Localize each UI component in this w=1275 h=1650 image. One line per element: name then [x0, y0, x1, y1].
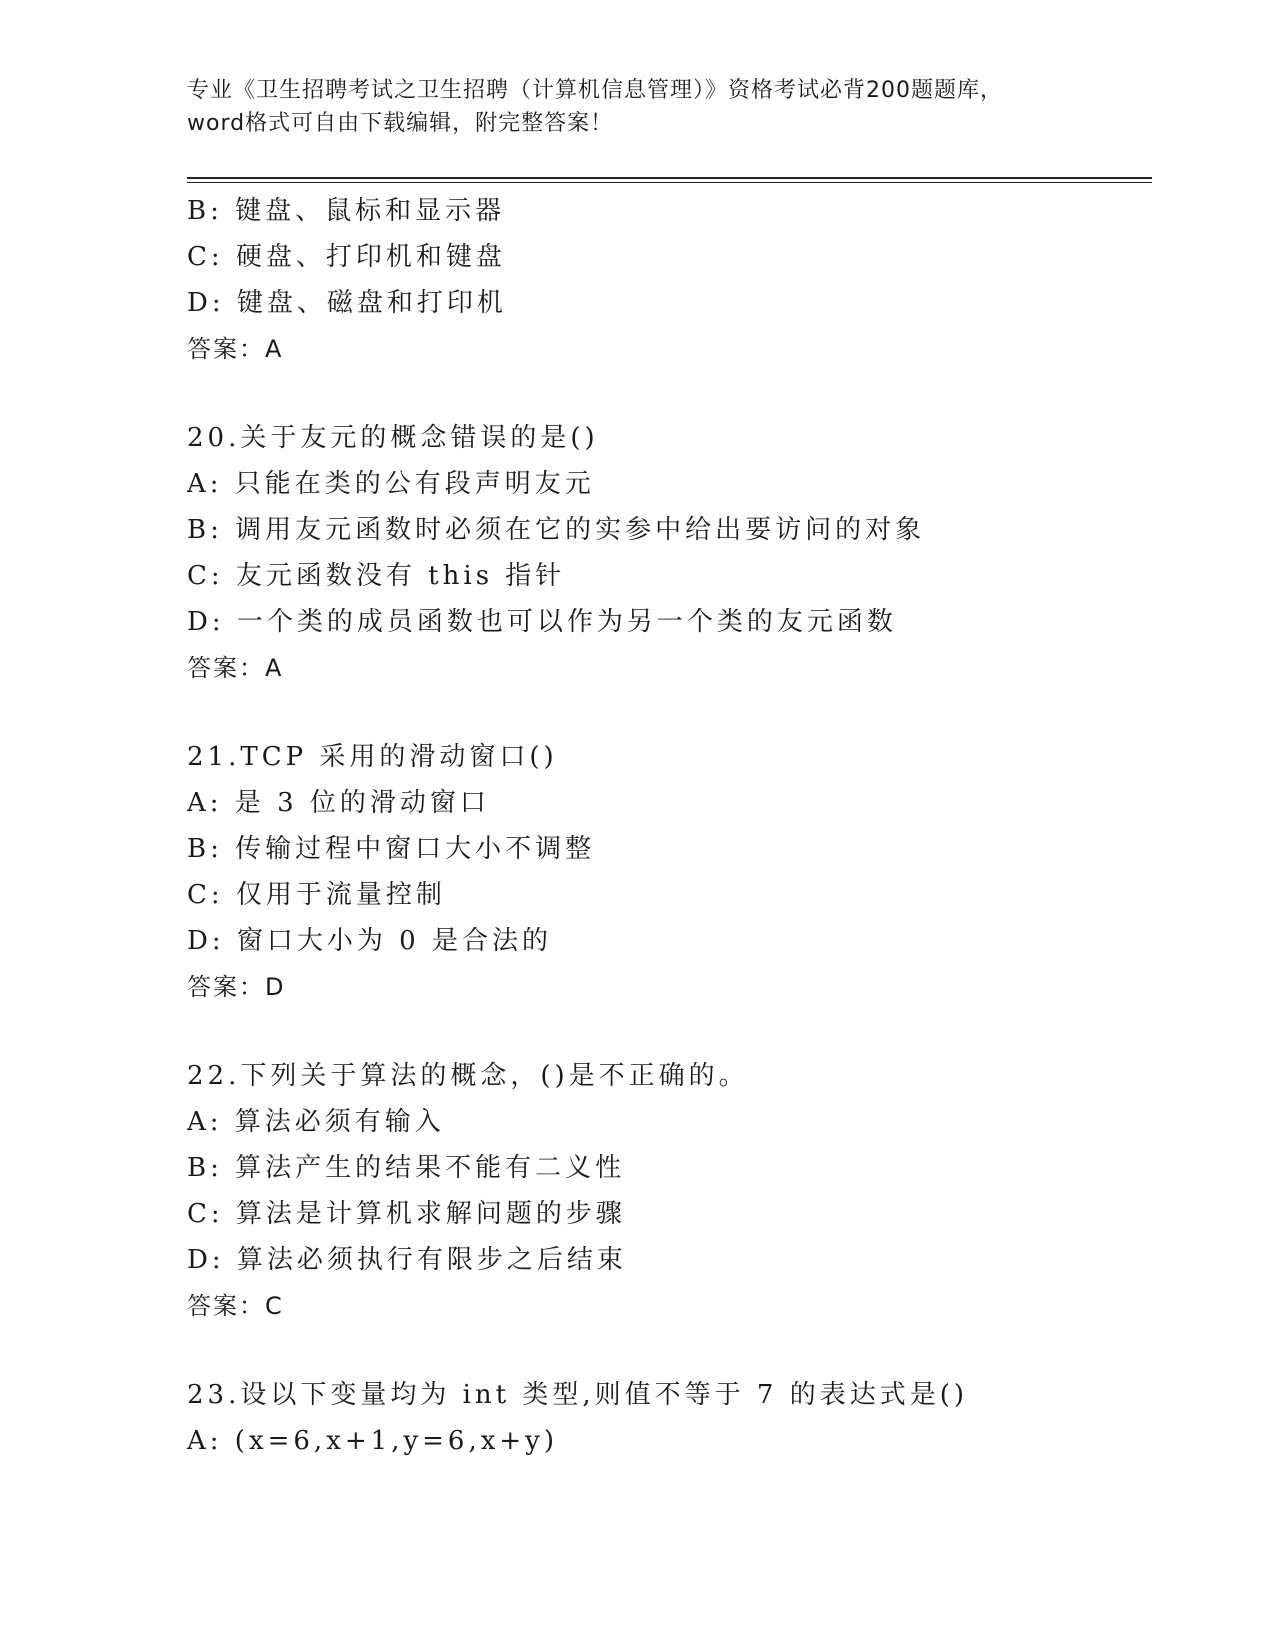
question-block-22 [187, 1053, 1147, 1329]
question-block-23 [187, 1372, 1147, 1464]
option-b: B: 键盘、鼠标和显示器 [187, 196, 506, 226]
answer-text: 答案：C [187, 1292, 284, 1320]
option-b: B: 算法产生的结果不能有二义性 [187, 1153, 626, 1183]
question-text: 23.设以下变量均为 int 类型,则值不等于 7 的表达式是() [187, 1380, 969, 1410]
option-b: B: 调用友元函数时必须在它的实参中给出要访问的对象 [187, 515, 926, 545]
header-divider-thin [187, 182, 1152, 183]
header-divider-thick [187, 177, 1152, 179]
header-title-line: 专业《卫生招聘考试之卫生招聘（计算机信息管理）》资格考试必背200题题库， [187, 78, 1003, 103]
option-a: A: 只能在类的公有段声明友元 [187, 469, 595, 499]
question-block-20 [187, 415, 1147, 691]
option-d: D: 算法必须执行有限步之后结束 [187, 1245, 627, 1275]
spacer [187, 1329, 1147, 1372]
option-b: B: 传输过程中窗口大小不调整 [187, 834, 596, 864]
option-a: A: 算法必须有输入 [187, 1107, 445, 1137]
question-text: 22.下列关于算法的概念，()是不正确的。 [187, 1061, 749, 1091]
answer-text: 答案：D [187, 973, 286, 1001]
option-c: C: 硬盘、打印机和键盘 [187, 242, 506, 272]
option-c: C: 仅用于流量控制 [187, 880, 446, 910]
document-header [187, 74, 1087, 140]
answer-text: 答案：A [187, 654, 284, 682]
option-d: D: 键盘、磁盘和打印机 [187, 288, 507, 318]
spacer [187, 372, 1147, 415]
answer-text: 答案：A [187, 335, 284, 363]
header-subtitle-line: word格式可自由下载编辑，附完整答案！ [187, 111, 614, 136]
question-block-21 [187, 734, 1147, 1010]
option-a: A: 是 3 位的滑动窗口 [187, 788, 490, 818]
question-list [187, 188, 1147, 1464]
option-a: A: (x=6,x+1,y=6,x+y) [187, 1426, 559, 1456]
option-d: D: 一个类的成员函数也可以作为另一个类的友元函数 [187, 607, 897, 637]
question-block-19 [187, 188, 1147, 372]
question-text: 21.TCP 采用的滑动窗口() [187, 742, 558, 772]
question-text: 20.关于友元的概念错误的是() [187, 423, 599, 453]
option-c: C: 算法是计算机求解问题的步骤 [187, 1199, 626, 1229]
spacer [187, 1010, 1147, 1053]
option-c: C: 友元函数没有 this 指针 [187, 561, 566, 591]
spacer [187, 691, 1147, 734]
option-d: D: 窗口大小为 0 是合法的 [187, 926, 552, 956]
